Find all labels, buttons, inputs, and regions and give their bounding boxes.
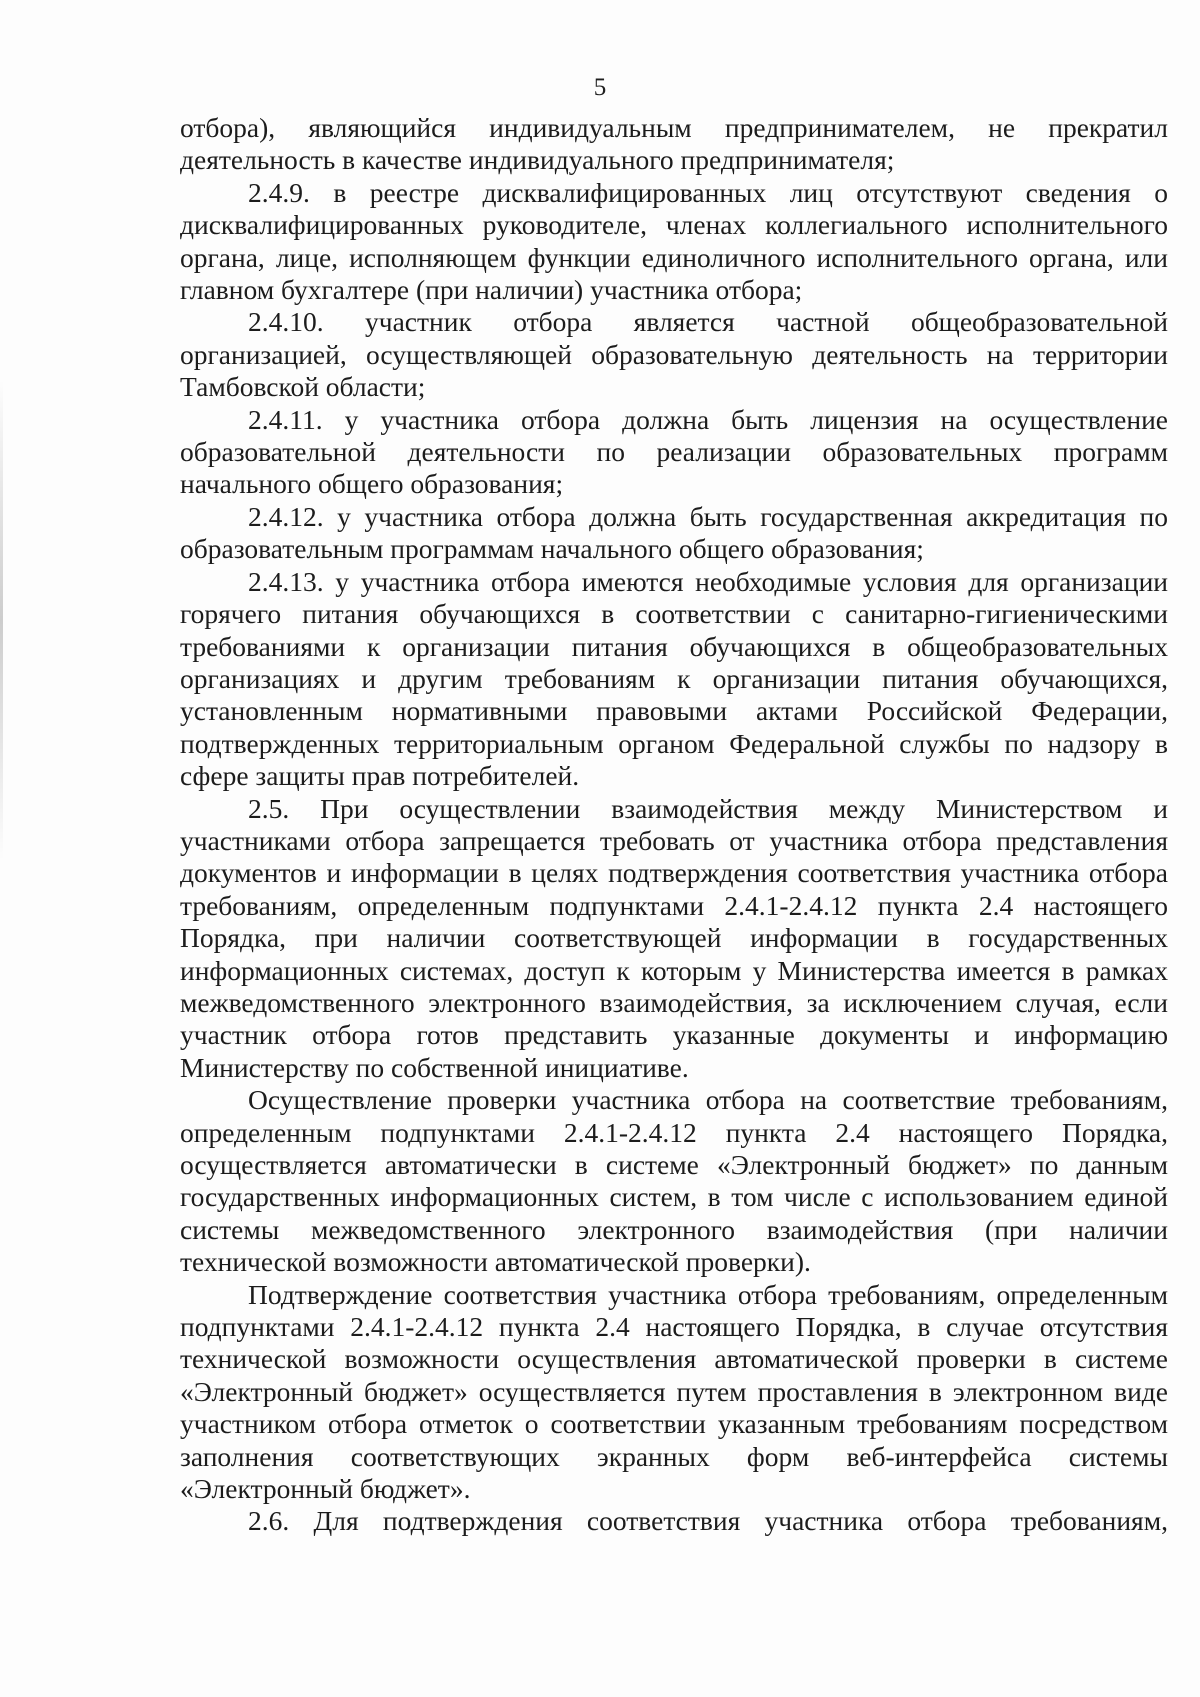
paragraph-2-4-9: 2.4.9. в реестре дисквалифицированных лиц отсутствуют сведения о дисквалифицированных руководителе, членах коллегиального исполнительного органа, лице, исполняющем функции единоличного исполнительного органа, или главном бухгалтере (при наличии) участника отбора; [180,176,1168,306]
paragraph-2-4-10: 2.4.10. участник отбора является частной общеобразовательной организацией, осуществляющей образовательную деятельность на территории Тамбовской области; [180,306,1168,403]
paragraph-continuation: отбора), являющийся индивидуальным предпринимателем, не прекратил деятельность в качестве индивидуального предпринимателя; [180,112,1168,176]
page-number: 5 [593,74,607,101]
scan-edge-shadow [0,380,3,860]
paragraph-2-4-11: 2.4.11. у участника отбора должна быть лицензия на осуществление образовательной деятельности по реализации образовательных программ начального общего образования; [180,403,1168,500]
paragraph-2-6: 2.6. Для подтверждения соответствия участника отбора требованиям, [248,1505,1168,1537]
paragraph-automatic-check: Осуществление проверки участника отбора на соответствие требованиям, определенным подпунктами 2.4.1-2.4.12 пункта 2.4 настоящего Порядка, осуществляется автоматически в системе «Электронный бюджет» по данным государственных информационных систем, в том числе с использованием единой системы межведомственного электронного взаимодействия (при наличии технической возможности автоматической проверки). [180,1084,1168,1278]
paragraph-2-4-12: 2.4.12. у участника отбора должна быть государственная аккредитация по образовательным программам начального общего образования; [180,500,1168,565]
paragraph-2-5: 2.5. При осуществлении взаимодействия между Министерством и участниками отбора запрещается требовать от участника отбора представления документов и информации в целях подтверждения соответствия участника отбора требованиям, определенным подпунктами 2.4.1-2.4.12 пункта 2.4 настоящего Порядка, при наличии соответствующей информации в государственных информационных системах, доступ к которым у Министерства имеется в рамках межведомственного электронного взаимодействия, за исключением случая, если участник отбора готов представить указанные документы и информацию Министерству по собственной инициативе. [180,792,1168,1083]
document-body [180,112,1168,1538]
paragraph-confirmation: Подтверждение соответствия участника отбора требованиям, определенным подпунктами 2.4.1-2.4.12 пункта 2.4 настоящего Порядка, в случае отсутствия технической возможности осуществления автоматической проверки в системе «Электронный бюджет» осуществляется путем проставления в электронном виде участником отбора отметок о соответствии указанным требованиям посредством заполнения соответствующих экранных форм веб-интерфейса системы «Электронный бюджет». [180,1278,1168,1505]
paragraph-2-4-13: 2.4.13. у участника отбора имеются необходимые условия для организации горячего питания обучающихся в соответствии с санитарно-гигиеническими требованиями к организации питания обучающихся в общеобразовательных организациях и другим требованиям к организации питания обучающихся, установленным нормативными правовыми актами Российской Федерации, подтвержденных территориальным органом Федеральной службы по надзору в сфере защиты прав потребителей. [180,565,1168,792]
